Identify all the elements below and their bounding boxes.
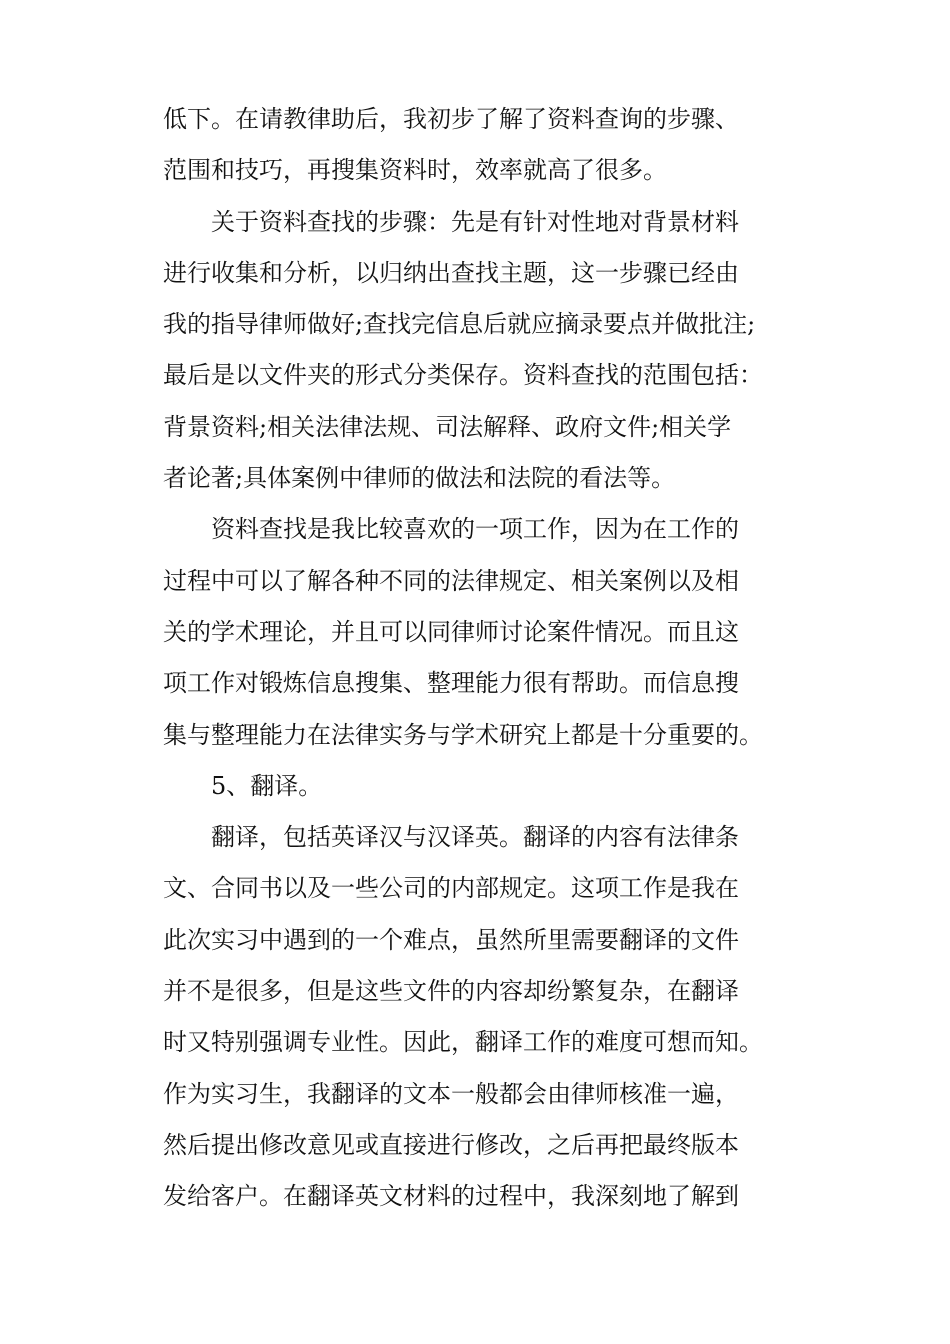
text-line: 者论著;具体案例中律师的做法和法院的看法等。 (163, 464, 676, 493)
text-line: 我的指导律师做好;查找完信息后就应摘录要点并做批注; (163, 310, 756, 339)
document-body (163, 94, 803, 1223)
text-line: 低下。在请教律助后，我初步了解了资料查询的步骤、 (163, 105, 739, 133)
text-line: 发给客户。在翻译英文材料的过程中，我深刻地了解到 (163, 1182, 739, 1211)
text-line: 然后提出修改意见或直接进行修改，之后再把最终版本 (163, 1130, 739, 1159)
paragraph-first-line: 资料查找是我比较喜欢的一项工作，因为在工作的 (211, 515, 739, 544)
text-line: 进行收集和分析，以归纳出查找主题，这一步骤已经由 (163, 258, 739, 287)
text-line: 范围和技巧，再搜集资料时，效率就高了很多。 (163, 156, 667, 185)
text-line: 时又特别强调专业性。因此，翻译工作的难度可想而知。 (163, 1028, 763, 1057)
text-line: 文、合同书以及一些公司的内部规定。这项工作是我在 (163, 874, 739, 903)
text-line: 关的学术理论，并且可以同律师讨论案件情况。而且这 (163, 617, 739, 646)
text-line: 作为实习生，我翻译的文本一般都会由律师核准一遍， (163, 1079, 739, 1108)
text-line: 集与整理能力在法律实务与学术研究上都是十分重要的。 (163, 720, 763, 749)
text-line: 此次实习中遇到的一个难点，虽然所里需要翻译的文件 (163, 925, 739, 954)
section-heading: 5、翻译。 (211, 771, 323, 800)
paragraph-first-line: 关于资料查找的步骤：先是有针对性地对背景材料 (211, 207, 739, 236)
text-line: 过程中可以了解各种不同的法律规定、相关案例以及相 (163, 566, 739, 595)
text-line: 最后是以文件夹的形式分类保存。资料查找的范围包括： (163, 361, 763, 390)
text-line: 背景资料;相关法律法规、司法解释、政府文件;相关学 (163, 412, 732, 441)
text-line: 并不是很多，但是这些文件的内容却纷繁复杂，在翻译 (163, 977, 739, 1006)
paragraph-first-line: 翻译，包括英译汉与汉译英。翻译的内容有法律条 (211, 823, 739, 852)
text-line: 项工作对锻炼信息搜集、整理能力很有帮助。而信息搜 (163, 669, 739, 698)
